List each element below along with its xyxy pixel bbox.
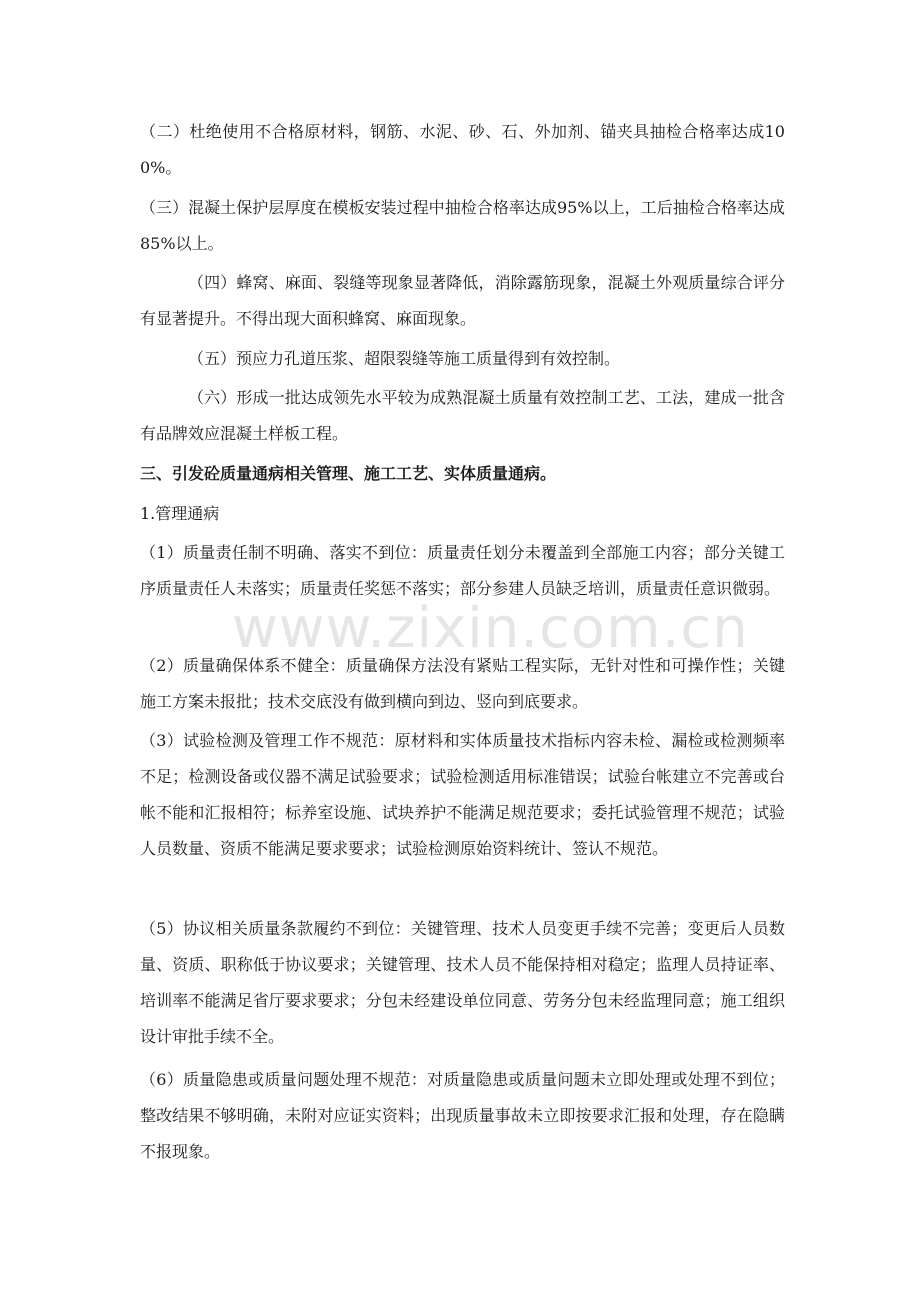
management-issue-6: （6）质量隐患或质量问题处理不规范：对质量隐患或质量问题未立即处理或处理不到位；整改结果不够明确，未附对应证实资料；出现质量事故未立即按要求汇报和处理，存在隐瞒不报现象。 (140, 1070, 785, 1161)
management-issue-1: （1）质量责任制不明确、落实不到位：质量责任划分未覆盖到全部施工内容；部分关键工序质量责任人未落实；质量责任奖惩不落实；部分参建人员缺乏培训，质量责任意识微弱。 (140, 543, 785, 598)
management-issue-2: （2）质量确保体系不健全：质量确保方法没有紧贴工程实际，无针对性和可操作性；关键施工方案未报批；技术交底没有做到横向到边、竖向到底要求。 (140, 656, 785, 711)
subsection-heading-1: 1.管理通病 (140, 504, 220, 523)
management-issue-5: （5）协议相关质量条款履约不到位：关键管理、技术人员变更手续不完善；变更后人员数量、资质、职称低于协议要求；关键管理、技术人员不能保持相对稳定；监理人员持证率、培训率不能满足省厅要求要求；分包未经建设单位同意、劳务分包未经监理同意；施工组织设计审批手续不全。 (140, 919, 785, 1046)
paragraph-item-2: （二）杜绝使用不合格原材料，钢筋、水泥、砂、石、外加剂、锚夹具抽检合格率达成100%。 (140, 122, 785, 177)
management-issue-3: （3）试验检测及管理工作不规范：原材料和实体质量技术指标内容未检、漏检或检测频率不足；检测设备或仪器不满足试验要求；试验检测适用标准错误；试验台帐建立不完善或台帐不能和汇报相符；标养室设施、试块养护不能满足规范要求；委托试验管理不规范；试验人员数量、资质不能满足要求要求；试验检测原始资料统计、签认不规范。 (140, 731, 785, 858)
watermark: www.zixin.com.cn (232, 596, 749, 661)
paragraph-item-4: （四）蜂窝、麻面、裂缝等现象显著降低，消除露筋现象，混凝土外观质量综合评分有显著提升。不得出现大面积蜂窝、麻面现象。 (140, 273, 785, 328)
paragraph-item-6: （六）形成一批达成领先水平较为成熟混凝土质量有效控制工艺、工法，建成一批含有品牌效应混凝土样板工程。 (140, 388, 785, 443)
paragraph-item-3: （三）混凝土保护层厚度在模板安装过程中抽检合格率达成95%以上，工后抽检合格率达成85%以上。 (140, 198, 785, 253)
section-heading-3: 三、引发砼质量通病相关管理、施工工艺、实体质量通病。 (140, 464, 557, 483)
paragraph-item-5: （五）预应力孔道压浆、超限裂缝等施工质量得到有效控制。 (188, 349, 621, 368)
